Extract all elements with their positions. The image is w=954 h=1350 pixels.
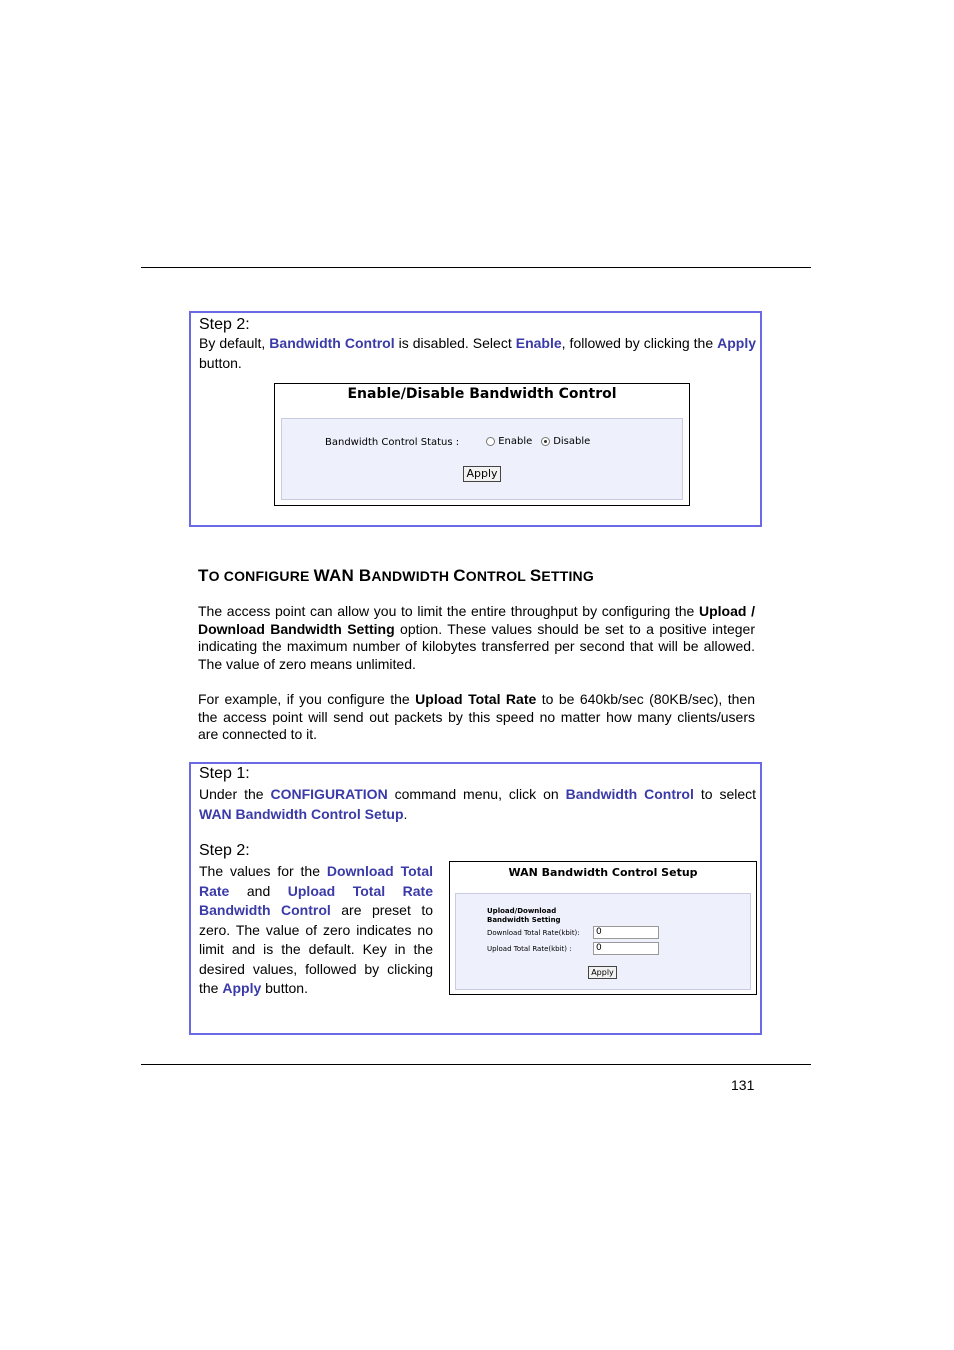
wan-bandwidth-screenshot — [449, 861, 757, 995]
apply-button[interactable]: Apply — [463, 466, 501, 482]
enable-disable-screenshot — [274, 383, 690, 506]
bottom-rule — [141, 1064, 811, 1065]
step2-box — [189, 311, 762, 527]
section-heading: TO CONFIGURE WAN BANDWIDTH CONTROL SETTING — [198, 566, 594, 585]
paragraph-example: For example, if you configure the Upload Total Rate to be 640kb/sec (80KB/sec), then the access point will send out packets by this speed no matter how many clients/users are connected to it. — [198, 691, 756, 743]
step2-title: Step 2: — [199, 842, 250, 859]
radio-disable-icon[interactable] — [541, 437, 550, 446]
download-label: Download Total Rate(kbit): — [487, 929, 580, 937]
steps-box — [189, 762, 762, 1035]
upload-label: Upload Total Rate(kbit) : — [487, 945, 572, 953]
paragraph-intro: The access point can allow you to limit the entire throughput by configuring the Upload / Download Bandwidth Setting option. These values should be set to a positive integer indicating the maximum number of kilobytes transferred per second that will be allowed. The value of zero means unlimited. — [198, 603, 755, 673]
apply-button[interactable]: Apply — [588, 966, 617, 979]
screenshot-title: Enable/Disable Bandwidth Control — [347, 386, 617, 402]
screenshot-title: WAN Bandwidth Control Setup — [508, 866, 698, 879]
step2-text: The values for the Download Total Rate and Upload Total Rate Bandwidth Control are preset to zero. The value of zero indicates no limit and is the default. Key in the desired values, followed by clicking the Apply button. — [199, 863, 433, 996]
step-title: Step 2: — [199, 316, 250, 333]
status-label: Bandwidth Control Status : — [325, 437, 460, 448]
group-label: Upload/Download Bandwidth Setting — [487, 907, 561, 924]
step-text: By default, Bandwidth Control is disabled. Select Enable, followed by clicking the Apply button. — [199, 335, 757, 371]
top-rule — [141, 267, 811, 268]
screenshot-panel — [455, 893, 751, 990]
radio-enable-icon[interactable] — [486, 437, 495, 446]
disable-option[interactable]: Disable — [541, 436, 590, 447]
step1-text: Under the CONFIGURATION command menu, click on Bandwidth Control to select WAN Bandwidth Control Setup. — [199, 786, 757, 822]
upload-rate-input[interactable]: 0 — [593, 942, 659, 955]
screenshot-panel — [281, 418, 683, 500]
step1-title: Step 1: — [199, 765, 250, 782]
enable-option[interactable]: Enable — [486, 436, 532, 447]
download-rate-input[interactable]: 0 — [593, 926, 659, 939]
page-number: 131 — [731, 1077, 755, 1093]
